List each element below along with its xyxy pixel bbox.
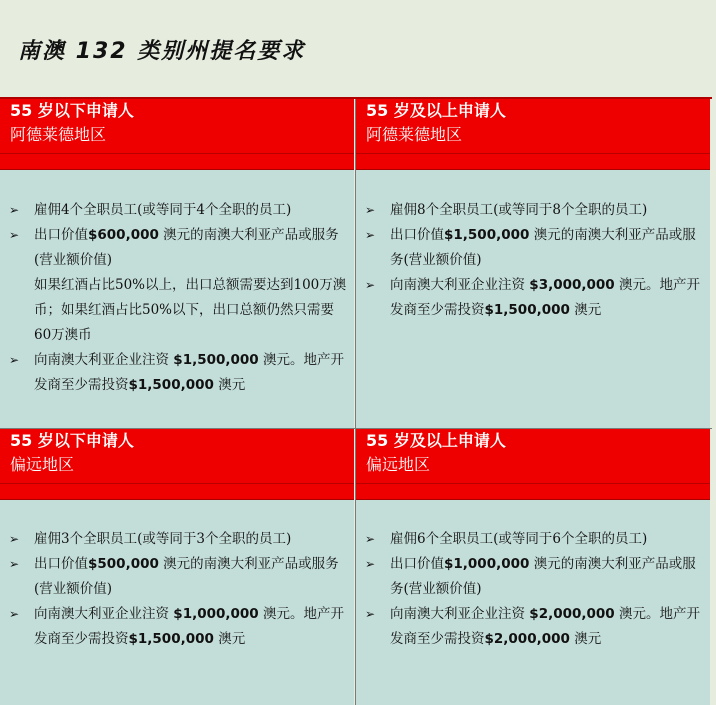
header-age: 55 岁及以上申请人 bbox=[366, 431, 506, 450]
header-divider bbox=[356, 483, 710, 484]
arrow-bullet-icon: ➢ bbox=[365, 228, 376, 242]
arrow-bullet-icon: ➢ bbox=[365, 607, 376, 621]
arrow-bullet-icon: ➢ bbox=[9, 353, 20, 367]
arrow-bullet-icon: ➢ bbox=[9, 557, 20, 571]
requirement-list bbox=[0, 348, 354, 398]
list-item: ➢ 雇佣8个全职员工(或等同于8个全职的员工) bbox=[356, 198, 710, 223]
list-item: ➢ 出口价值$600,000 澳元的南澳大利亚产品或服务(营业额价值) bbox=[0, 223, 354, 273]
page-title: 南澳 132 类别州提名要求 bbox=[18, 39, 306, 64]
header-region: 偏远地区 bbox=[10, 455, 75, 474]
arrow-bullet-icon: ➢ bbox=[365, 278, 376, 292]
requirements-table bbox=[0, 97, 712, 705]
quadrant-header bbox=[0, 99, 354, 170]
row-divider bbox=[0, 428, 712, 429]
header-region: 阿德莱德地区 bbox=[10, 125, 107, 144]
list-item: ➢ 向南澳大利亚企业注资 $1,500,000 澳元。地产开发商至少需投资$1,500,000 澳元 bbox=[0, 348, 354, 398]
column-under-55 bbox=[0, 99, 354, 705]
header-age: 55 岁及以上申请人 bbox=[366, 101, 506, 120]
wine-note: 如果红酒占比50%以上，出口总额需要达到100万澳币；如果红酒占比50%以下，出口总额仍然只需要60万澳币 bbox=[34, 277, 347, 343]
column-55-and-over bbox=[355, 99, 710, 705]
arrow-bullet-icon: ➢ bbox=[365, 557, 376, 571]
header-region: 阿德莱德地区 bbox=[366, 125, 463, 144]
arrow-bullet-icon: ➢ bbox=[9, 607, 20, 621]
requirement-list bbox=[356, 198, 710, 323]
list-item: ➢ 向南澳大利亚企业注资 $2,000,000 澳元。地产开发商至少需投资$2,000,000 澳元 bbox=[356, 602, 710, 652]
requirement-list bbox=[356, 527, 710, 652]
quadrant-body bbox=[356, 170, 710, 428]
list-item: ➢ 向南澳大利亚企业注资 $1,000,000 澳元。地产开发商至少需投资$1,500,000 澳元 bbox=[0, 602, 354, 652]
arrow-bullet-icon: ➢ bbox=[9, 228, 20, 242]
quadrant-header bbox=[356, 429, 710, 500]
list-item: ➢ 雇佣6个全职员工(或等同于6个全职的员工) bbox=[356, 527, 710, 552]
header-divider bbox=[0, 153, 354, 154]
list-item: ➢ 出口价值$500,000 澳元的南澳大利亚产品或服务(营业额价值) bbox=[0, 552, 354, 602]
list-item: ➢ 向南澳大利亚企业注资 $3,000,000 澳元。地产开发商至少需投资$1,500,000 澳元 bbox=[356, 273, 710, 323]
quadrant-body bbox=[0, 500, 354, 705]
arrow-bullet-icon: ➢ bbox=[9, 203, 20, 217]
list-item: ➢ 出口价值$1,500,000 澳元的南澳大利亚产品或服务(营业额价值) bbox=[356, 223, 710, 273]
header-age: 55 岁以下申请人 bbox=[10, 101, 134, 120]
list-item: ➢ 出口价值$1,000,000 澳元的南澳大利亚产品或服务(营业额价值) bbox=[356, 552, 710, 602]
quadrant-header bbox=[0, 429, 354, 500]
requirement-list bbox=[0, 527, 354, 652]
arrow-bullet-icon: ➢ bbox=[365, 203, 376, 217]
header-divider bbox=[0, 483, 354, 484]
arrow-bullet-icon: ➢ bbox=[9, 532, 20, 546]
header-region: 偏远地区 bbox=[366, 455, 431, 474]
quadrant-body bbox=[0, 170, 354, 428]
list-item: ➢ 雇佣3个全职员工(或等同于3个全职的员工) bbox=[0, 527, 354, 552]
quadrant-header bbox=[356, 99, 710, 170]
arrow-bullet-icon: ➢ bbox=[365, 532, 376, 546]
header-age: 55 岁以下申请人 bbox=[10, 431, 134, 450]
list-item: ➢ 雇佣4个全职员工(或等同于4个全职的员工) bbox=[0, 198, 354, 223]
quadrant-body bbox=[356, 500, 710, 705]
requirement-list bbox=[0, 198, 354, 273]
header-divider bbox=[356, 153, 710, 154]
